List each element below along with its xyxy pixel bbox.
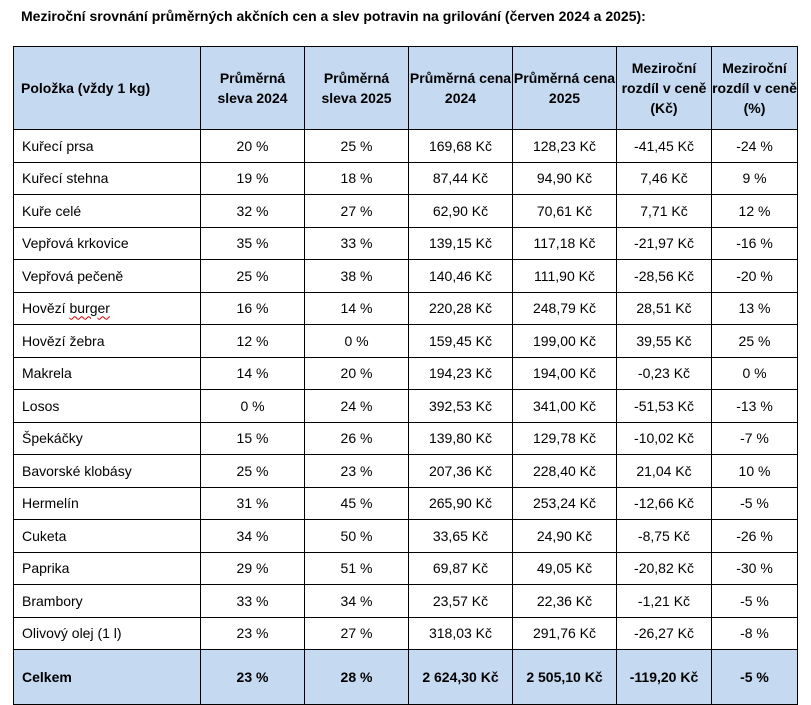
cell-item-name: Vepřová pečeně (14, 260, 201, 293)
cell-item-name: Kuřecí stehna (14, 162, 201, 195)
cell-item-name: Vepřová krkovice (14, 227, 201, 260)
cell-price-2025: 291,76 Kč (513, 617, 617, 650)
cell-diff-pct: -16 % (712, 227, 798, 260)
table-row (14, 390, 798, 423)
table-row (14, 455, 798, 488)
cell-discount-2024: 16 % (201, 292, 305, 325)
total-diff-czk: -119,20 Kč (617, 650, 712, 705)
header-price-2024: Průměrná cena 2024 (409, 47, 513, 130)
cell-discount-2025: 27 % (305, 195, 409, 228)
cell-discount-2024: 15 % (201, 422, 305, 455)
cell-discount-2025: 18 % (305, 162, 409, 195)
cell-diff-czk: 7,46 Kč (617, 162, 712, 195)
cell-price-2024: 207,36 Kč (409, 455, 513, 488)
total-discount-2024: 23 % (201, 650, 305, 705)
price-comparison-table (13, 46, 798, 705)
cell-item-name: Cuketa (14, 520, 201, 553)
total-diff-pct: -5 % (712, 650, 798, 705)
cell-item-name: Kuře celé (14, 195, 201, 228)
cell-item-name: Špekáčky (14, 422, 201, 455)
cell-price-2025: 228,40 Kč (513, 455, 617, 488)
cell-price-2025: 24,90 Kč (513, 520, 617, 553)
cell-price-2025: 111,90 Kč (513, 260, 617, 293)
cell-item-name: Hermelín (14, 487, 201, 520)
cell-discount-2024: 0 % (201, 390, 305, 423)
cell-diff-czk: -8,75 Kč (617, 520, 712, 553)
table-row (14, 422, 798, 455)
cell-item-name: Brambory (14, 585, 201, 618)
header-diff-pct: Meziroční rozdíl v ceně (%) (712, 47, 798, 130)
cell-discount-2025: 20 % (305, 357, 409, 390)
cell-diff-czk: -12,66 Kč (617, 487, 712, 520)
table-row (14, 325, 798, 358)
table-row (14, 260, 798, 293)
cell-discount-2024: 23 % (201, 617, 305, 650)
cell-price-2024: 62,90 Kč (409, 195, 513, 228)
cell-discount-2024: 14 % (201, 357, 305, 390)
cell-discount-2025: 0 % (305, 325, 409, 358)
cell-diff-czk: -0,23 Kč (617, 357, 712, 390)
cell-discount-2025: 14 % (305, 292, 409, 325)
cell-price-2024: 69,87 Kč (409, 552, 513, 585)
cell-diff-czk: -51,53 Kč (617, 390, 712, 423)
cell-discount-2025: 34 % (305, 585, 409, 618)
cell-diff-czk: -21,97 Kč (617, 227, 712, 260)
cell-diff-pct: -13 % (712, 390, 798, 423)
cell-diff-pct: -30 % (712, 552, 798, 585)
cell-price-2024: 87,44 Kč (409, 162, 513, 195)
table-row (14, 357, 798, 390)
cell-diff-pct: -5 % (712, 585, 798, 618)
cell-diff-pct: 25 % (712, 325, 798, 358)
header-item: Položka (vždy 1 kg) (14, 47, 201, 130)
cell-item-name: Bavorské klobásy (14, 455, 201, 488)
cell-price-2025: 49,05 Kč (513, 552, 617, 585)
cell-discount-2024: 34 % (201, 520, 305, 553)
cell-diff-czk: -26,27 Kč (617, 617, 712, 650)
cell-discount-2024: 20 % (201, 130, 305, 163)
cell-price-2024: 392,53 Kč (409, 390, 513, 423)
cell-diff-czk: -10,02 Kč (617, 422, 712, 455)
cell-diff-pct: -8 % (712, 617, 798, 650)
table-row (14, 195, 798, 228)
table-row (14, 520, 798, 553)
cell-price-2024: 139,80 Kč (409, 422, 513, 455)
cell-diff-pct: 12 % (712, 195, 798, 228)
cell-price-2024: 194,23 Kč (409, 357, 513, 390)
cell-item-name: Hovězí žebra (14, 325, 201, 358)
cell-price-2025: 341,00 Kč (513, 390, 617, 423)
total-discount-2025: 28 % (305, 650, 409, 705)
header-discount-2024: Průměrná sleva 2024 (201, 47, 305, 130)
table-row (14, 130, 798, 163)
cell-discount-2025: 45 % (305, 487, 409, 520)
cell-diff-pct: 10 % (712, 455, 798, 488)
cell-price-2025: 194,00 Kč (513, 357, 617, 390)
cell-price-2025: 128,23 Kč (513, 130, 617, 163)
cell-price-2025: 117,18 Kč (513, 227, 617, 260)
header-diff-czk: Meziroční rozdíl v ceně (Kč) (617, 47, 712, 130)
cell-price-2024: 159,45 Kč (409, 325, 513, 358)
cell-item-name: Hovězí burger (14, 292, 201, 325)
total-row (14, 650, 798, 705)
table-row (14, 292, 798, 325)
cell-discount-2024: 35 % (201, 227, 305, 260)
cell-price-2025: 70,61 Kč (513, 195, 617, 228)
total-price-2025: 2 505,10 Kč (513, 650, 617, 705)
cell-diff-pct: 13 % (712, 292, 798, 325)
cell-item-name: Paprika (14, 552, 201, 585)
cell-item-name: Kuřecí prsa (14, 130, 201, 163)
total-label: Celkem (14, 650, 201, 705)
cell-discount-2025: 24 % (305, 390, 409, 423)
table-row (14, 487, 798, 520)
cell-discount-2024: 33 % (201, 585, 305, 618)
cell-discount-2025: 26 % (305, 422, 409, 455)
cell-diff-czk: 28,51 Kč (617, 292, 712, 325)
table-row (14, 227, 798, 260)
cell-discount-2025: 23 % (305, 455, 409, 488)
cell-discount-2025: 33 % (305, 227, 409, 260)
cell-price-2025: 253,24 Kč (513, 487, 617, 520)
cell-diff-pct: -26 % (712, 520, 798, 553)
table-row (14, 617, 798, 650)
table-row (14, 552, 798, 585)
cell-item-name: Olivový olej (1 l) (14, 617, 201, 650)
spellcheck-word: burger (69, 300, 110, 317)
cell-diff-pct: -5 % (712, 487, 798, 520)
cell-diff-czk: -20,82 Kč (617, 552, 712, 585)
cell-discount-2024: 19 % (201, 162, 305, 195)
page-title: Meziroční srovnání průměrných akčních cen a slev potravin na grilování (červen 2024 a 2025): (21, 8, 646, 24)
cell-discount-2024: 25 % (201, 260, 305, 293)
cell-diff-pct: -7 % (712, 422, 798, 455)
cell-diff-czk: -28,56 Kč (617, 260, 712, 293)
cell-diff-czk: 7,71 Kč (617, 195, 712, 228)
table-row (14, 162, 798, 195)
cell-discount-2024: 12 % (201, 325, 305, 358)
cell-discount-2024: 25 % (201, 455, 305, 488)
cell-discount-2025: 50 % (305, 520, 409, 553)
cell-discount-2024: 29 % (201, 552, 305, 585)
header-row (14, 47, 798, 130)
cell-price-2024: 23,57 Kč (409, 585, 513, 618)
cell-price-2025: 22,36 Kč (513, 585, 617, 618)
cell-diff-pct: 0 % (712, 357, 798, 390)
cell-diff-czk: 39,55 Kč (617, 325, 712, 358)
cell-price-2024: 140,46 Kč (409, 260, 513, 293)
cell-price-2024: 33,65 Kč (409, 520, 513, 553)
total-price-2024: 2 624,30 Kč (409, 650, 513, 705)
cell-discount-2025: 38 % (305, 260, 409, 293)
cell-item-name: Makrela (14, 357, 201, 390)
header-price-2025: Průměrná cena 2025 (513, 47, 617, 130)
cell-price-2024: 220,28 Kč (409, 292, 513, 325)
cell-diff-czk: 21,04 Kč (617, 455, 712, 488)
cell-discount-2024: 32 % (201, 195, 305, 228)
header-discount-2025: Průměrná sleva 2025 (305, 47, 409, 130)
cell-diff-czk: -41,45 Kč (617, 130, 712, 163)
cell-price-2024: 318,03 Kč (409, 617, 513, 650)
cell-discount-2024: 31 % (201, 487, 305, 520)
cell-discount-2025: 51 % (305, 552, 409, 585)
cell-discount-2025: 27 % (305, 617, 409, 650)
cell-price-2025: 199,00 Kč (513, 325, 617, 358)
cell-diff-czk: -1,21 Kč (617, 585, 712, 618)
cell-price-2025: 94,90 Kč (513, 162, 617, 195)
cell-discount-2025: 25 % (305, 130, 409, 163)
cell-price-2025: 248,79 Kč (513, 292, 617, 325)
cell-price-2024: 139,15 Kč (409, 227, 513, 260)
cell-diff-pct: -20 % (712, 260, 798, 293)
cell-price-2025: 129,78 Kč (513, 422, 617, 455)
cell-price-2024: 265,90 Kč (409, 487, 513, 520)
cell-item-name: Losos (14, 390, 201, 423)
cell-diff-pct: -24 % (712, 130, 798, 163)
cell-diff-pct: 9 % (712, 162, 798, 195)
cell-price-2024: 169,68 Kč (409, 130, 513, 163)
table-row (14, 585, 798, 618)
